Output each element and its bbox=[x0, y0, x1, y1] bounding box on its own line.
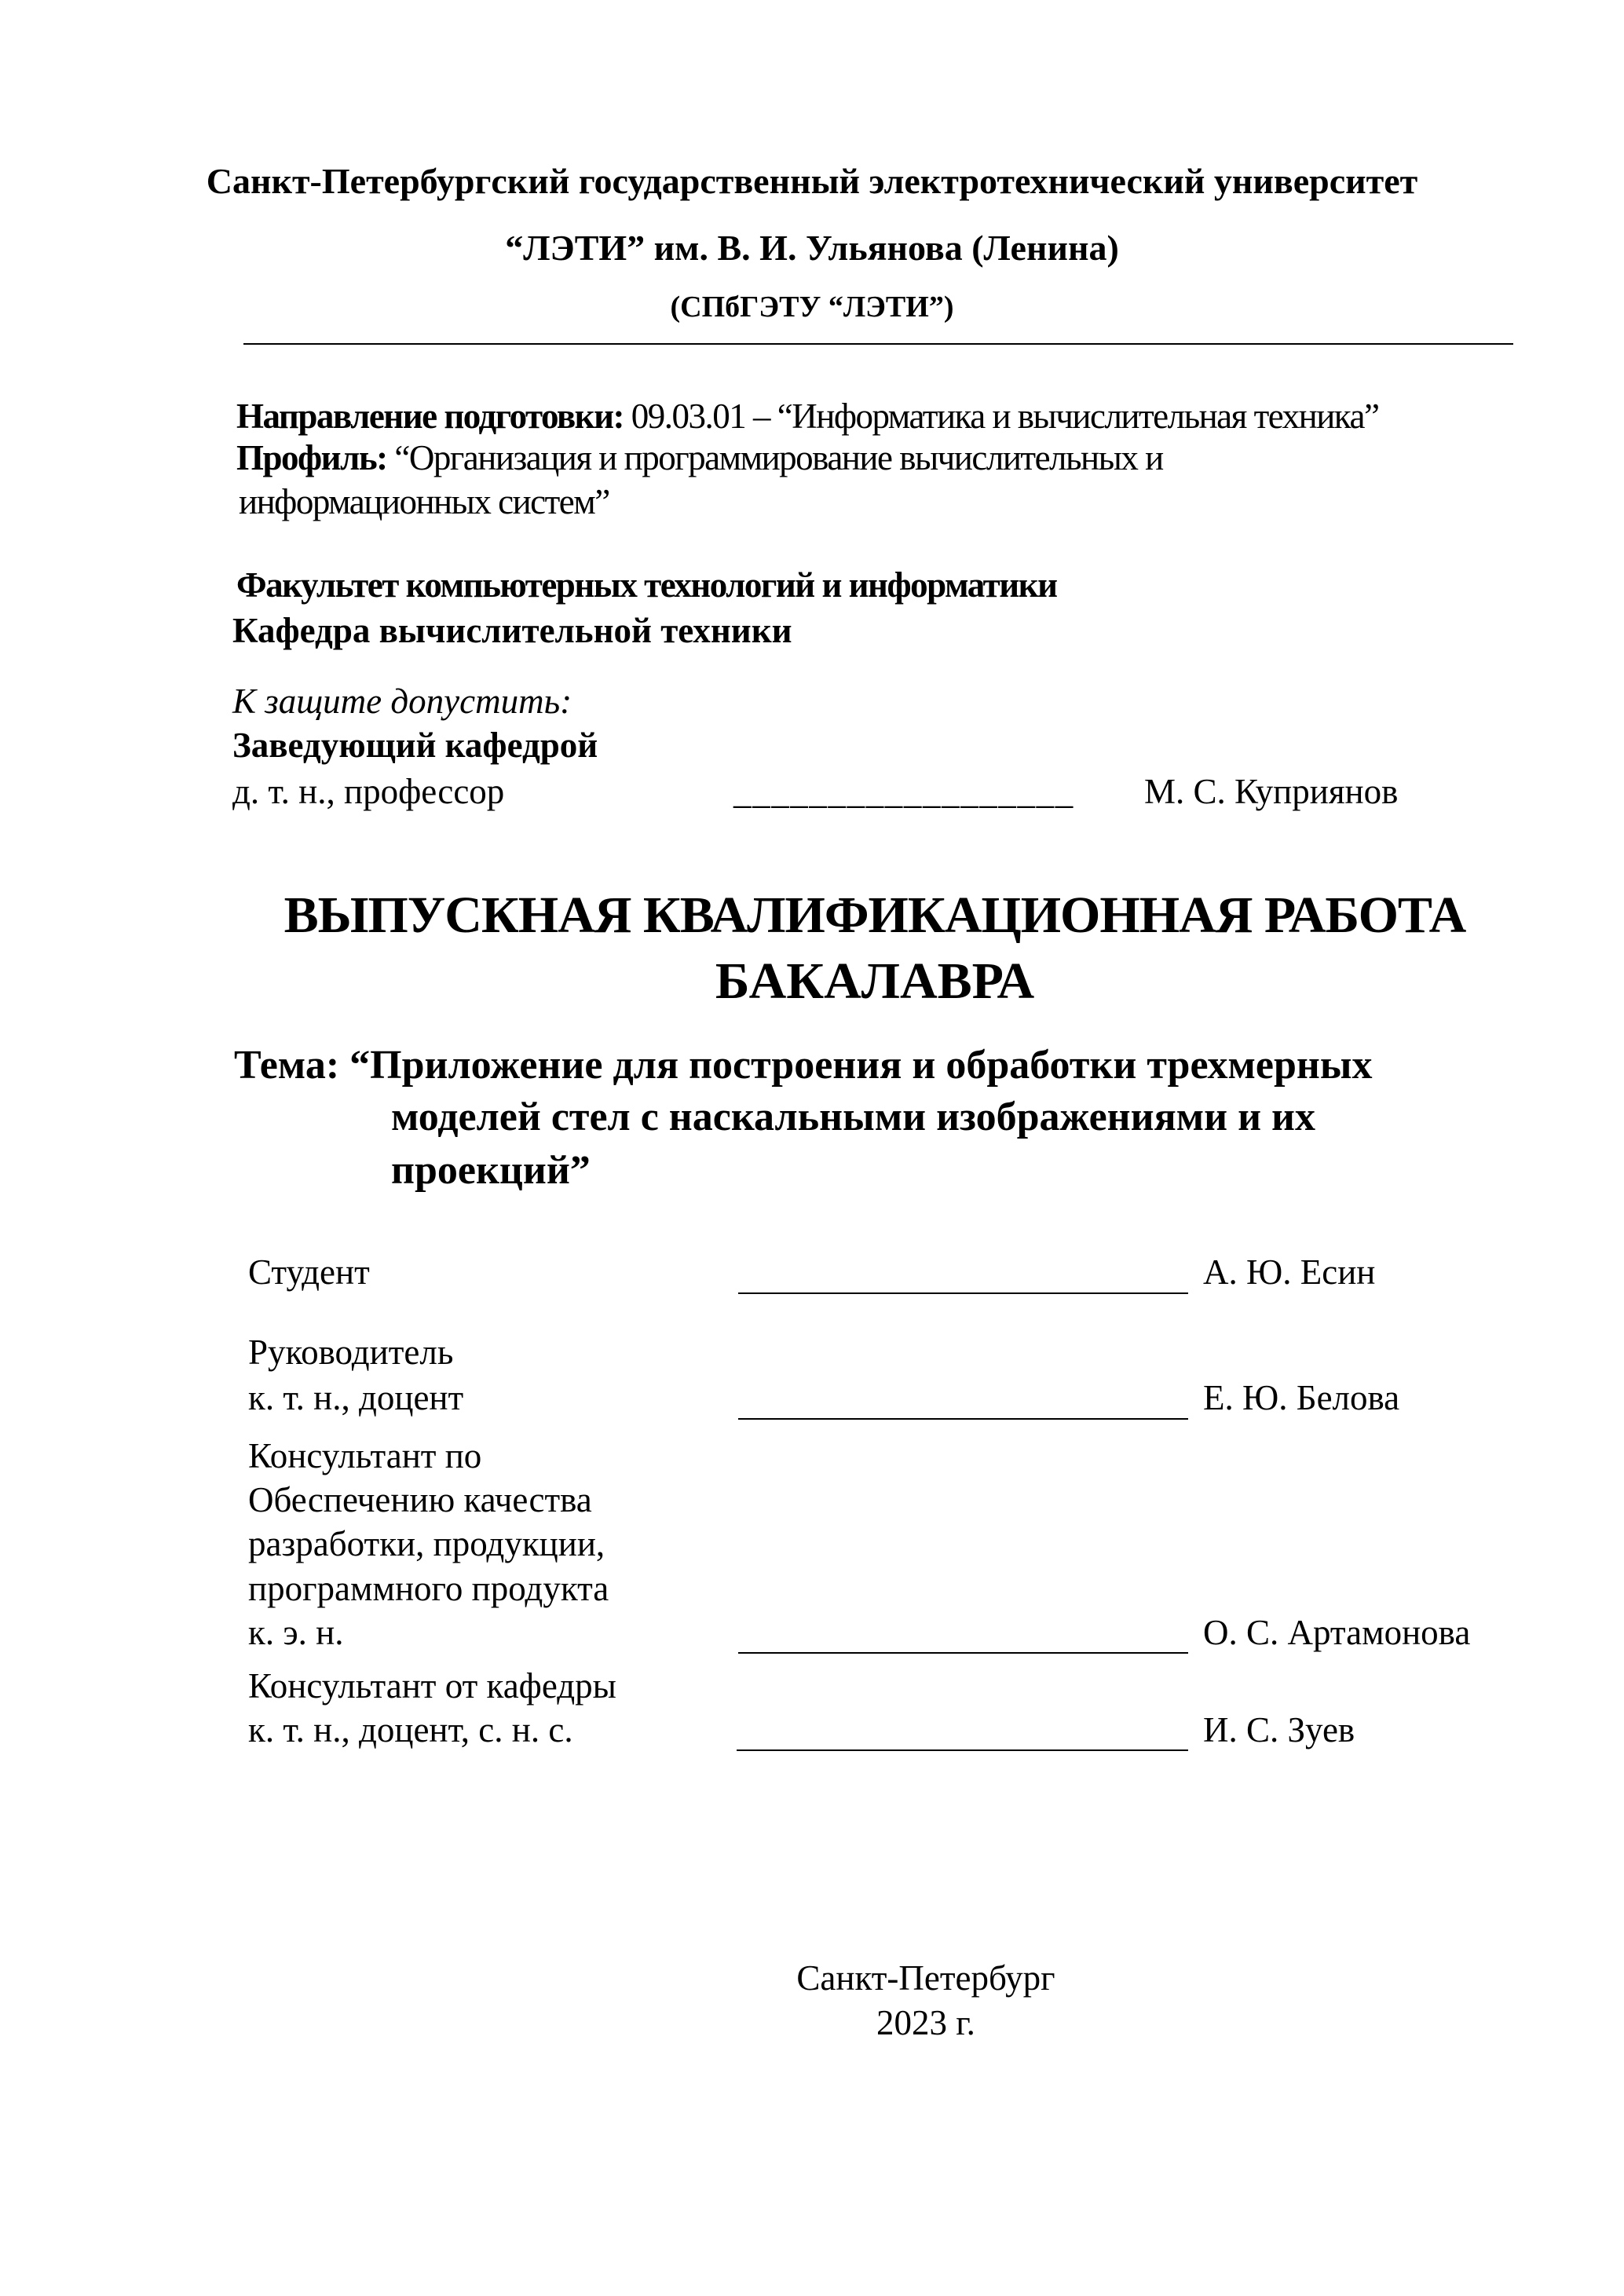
signatory-supervisor-degree: к. т. н., доцент bbox=[248, 1378, 464, 1417]
signature-line-dept bbox=[737, 1749, 1188, 1751]
document-title: ВЫПУСКНАЯ КВАЛИФИКАЦИОННАЯ РАБОТА bbox=[283, 887, 1466, 944]
topic-line1: “Приложение для построения и обработки трехмерных bbox=[349, 1043, 1373, 1088]
header-divider bbox=[243, 343, 1513, 345]
university-abbr: (СПбГЭТУ “ЛЭТИ”) bbox=[670, 291, 954, 324]
signatory-dept-degree: к. т. н., доцент, с. н. с. bbox=[248, 1710, 573, 1749]
approval-name: М. С. Куприянов bbox=[1144, 772, 1399, 811]
department: Кафедра вычислительной техники bbox=[232, 611, 792, 650]
profile-value-cont: информационных систем” bbox=[239, 482, 609, 521]
signatory-qa-role-3: разработки, продукции, bbox=[248, 1524, 605, 1563]
topic-label: Тема: bbox=[234, 1043, 340, 1088]
footer-year: 2023 г. bbox=[876, 2003, 975, 2042]
topic-line3: проекций” bbox=[391, 1148, 591, 1193]
profile-value: “Организация и программирование вычислительных и bbox=[386, 438, 1163, 477]
profile bbox=[236, 436, 1163, 480]
signatory-student-name: А. Ю. Есин bbox=[1203, 1252, 1376, 1292]
approval-label: К защите допустить: bbox=[232, 682, 572, 721]
faculty: Факультет компьютерных технологий и информатики bbox=[236, 565, 1057, 605]
signatory-qa-role: Консультант по bbox=[248, 1436, 482, 1475]
signature-line-student bbox=[738, 1292, 1188, 1294]
signatory-qa-degree: к. э. н. bbox=[248, 1613, 344, 1652]
approval-degree: д. т. н., профессор bbox=[232, 772, 505, 811]
profile-label: Профиль: bbox=[236, 438, 387, 477]
approval-role: Заведующий кафедрой bbox=[232, 726, 598, 765]
signatory-dept-role: Консультант от кафедры bbox=[248, 1666, 616, 1706]
direction-label: Направление подготовки: bbox=[236, 397, 624, 436]
direction-value: 09.03.01 – “Информатика и вычислительная техника” bbox=[624, 397, 1379, 436]
document-title-line2: БАКАЛАВРА bbox=[715, 952, 1035, 1010]
signatory-supervisor-role: Руководитель bbox=[248, 1333, 454, 1372]
university-name: Санкт-Петербургский государственный электротехнический университет bbox=[206, 161, 1418, 201]
signature-line-supervisor bbox=[738, 1418, 1188, 1420]
footer-city: Санкт-Петербург bbox=[796, 1958, 1055, 1998]
signatory-qa-role-2: Обеспечению качества bbox=[248, 1480, 592, 1519]
topic bbox=[234, 1042, 1372, 1089]
signatory-qa-name: О. С. Артамонова bbox=[1203, 1613, 1471, 1652]
signatory-supervisor-name: Е. Ю. Белова bbox=[1203, 1378, 1400, 1417]
signatory-qa-role-4: программного продукта bbox=[248, 1569, 609, 1608]
signatory-student-role: Студент bbox=[248, 1252, 370, 1292]
approval-signature-line: __________________ bbox=[733, 772, 1074, 811]
signature-line-qa bbox=[738, 1652, 1188, 1654]
direction bbox=[236, 394, 1378, 438]
topic-line2: моделей стел с наскальными изображениями и их bbox=[391, 1095, 1316, 1139]
signatory-dept-name: И. С. Зуев bbox=[1203, 1710, 1355, 1749]
university-name-line2: “ЛЭТИ” им. В. И. Ульянова (Ленина) bbox=[505, 228, 1119, 268]
